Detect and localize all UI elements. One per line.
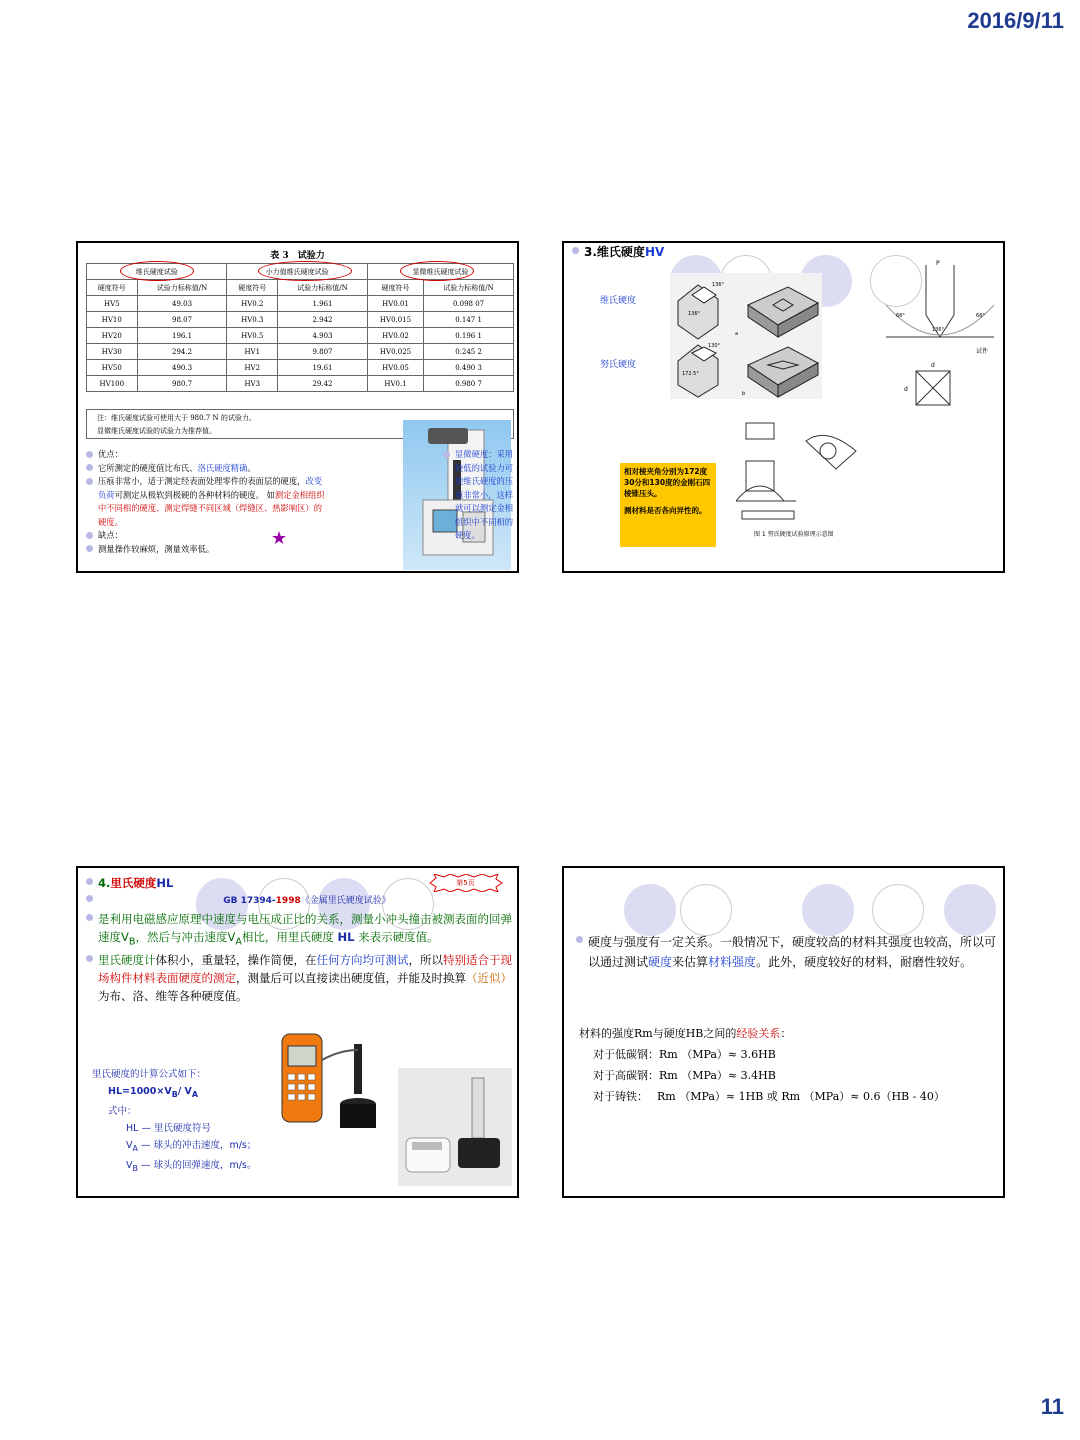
title-name: 维氏硬度 [596, 245, 645, 259]
angle-label: 130° [708, 343, 721, 349]
empirical-relations [579, 1023, 999, 1107]
table-cell: HV0.025 [367, 344, 423, 360]
label-knoop: 努氏硬度 [600, 360, 637, 370]
angle-label: 68° [896, 313, 905, 319]
title-hl: HL [156, 876, 174, 890]
fig-label: d [904, 386, 908, 393]
text: V [126, 1139, 133, 1151]
col-header: 试验力标称值/N [278, 280, 368, 296]
text: ，所以 [408, 953, 443, 968]
text: 相比，用里氏硬度 [241, 930, 338, 944]
table-cell: 4.903 [278, 328, 368, 344]
title-num: 3. [584, 245, 597, 259]
slide-vickers-table [76, 241, 519, 573]
hardness-strength-text [576, 932, 996, 972]
fig-label: b [742, 391, 746, 397]
table-cell: 0.245 2 [424, 344, 514, 360]
highlight-oval [258, 261, 352, 281]
group-header: 小力值维氏硬度试验 [227, 264, 367, 280]
angle-label: 172.5° [682, 371, 699, 377]
relation-line: 对于高碳钢：Rm （MPa）≈ 3.4HB [593, 1069, 776, 1082]
table-cell: HV0.015 [367, 312, 423, 328]
disadvantage-title: 缺点： [86, 529, 326, 543]
indenter-note [620, 463, 716, 547]
fig-label: 试件 [976, 348, 989, 355]
table-cell: 196.1 [137, 328, 227, 344]
text: ： [780, 1027, 792, 1040]
table-cell: HV100 [87, 376, 138, 392]
text: 经验关系 [736, 1027, 781, 1040]
title-name: 里氏硬度 [110, 876, 157, 890]
figure-caption: 图 1 努氏硬度试验原理示意图 [754, 531, 834, 538]
relation-line: 对于铸铁： Rm （MPa）≈ 1HB 或 Rm （MPa）≈ 0.6（HB - 40） [593, 1090, 945, 1103]
col-header: 硬度符号 [367, 280, 423, 296]
group-header: 显微维氏硬度试验 [367, 264, 513, 280]
disadvantage-item: 测量操作较麻烦，测量效率低。 [86, 543, 326, 557]
star-icon: ★ [271, 528, 288, 549]
highlight-oval [120, 261, 194, 281]
table-cell: HV0.05 [367, 360, 423, 376]
knoop-diagram [736, 421, 866, 521]
slide-hardness-strength [562, 866, 1005, 1198]
text: ，测量后可以直接读出硬度值，并能及时换算 [236, 971, 466, 986]
col-header: 硬度符号 [87, 280, 138, 296]
formula-def: HL — 里氏硬度符号 [126, 1122, 211, 1134]
table-cell: HV2 [227, 360, 278, 376]
sub: B [132, 1163, 138, 1173]
table-row [87, 296, 514, 312]
table-cell: 0.490 3 [424, 360, 514, 376]
table-cell: 490.3 [137, 360, 227, 376]
table-cell: HV3 [227, 376, 278, 392]
table-row [87, 360, 514, 376]
title-hv: HV [644, 245, 665, 259]
angle-label: 68° [976, 313, 985, 319]
std-text: 《金属里氏硬度试验》 [300, 896, 391, 906]
fig-label: P [936, 260, 940, 267]
text: HL [337, 930, 355, 944]
relation-title [579, 1023, 999, 1044]
table-cell: HV10 [87, 312, 138, 328]
table-cell: 9.807 [278, 344, 368, 360]
highlight-oval [400, 261, 474, 281]
table-cell: 29.42 [278, 376, 368, 392]
deco-circle [680, 884, 732, 936]
advantage-item [86, 462, 326, 476]
text: HL=1000×V [108, 1086, 172, 1097]
std-text: GB 17394- [223, 896, 276, 906]
text: ，然后与冲击速度V [135, 930, 236, 944]
sub: A [191, 1089, 199, 1099]
table-row [87, 376, 514, 392]
group-header: 维氏硬度试验 [87, 264, 227, 280]
leeb-tester-photo [278, 1030, 388, 1140]
pros-cons-list [86, 448, 326, 556]
formula-title: 里氏硬度的计算公式如下： [92, 1069, 207, 1080]
page-number: 11 [1040, 1394, 1064, 1419]
text: 里氏硬度计 [98, 953, 156, 968]
table-cell: 980.7 [137, 376, 227, 392]
text: 来表示硬度值。 [354, 930, 439, 944]
angle-label: 136° [932, 327, 945, 333]
fig-label: a [735, 331, 739, 337]
sub: A [235, 936, 242, 948]
note-line: 显微维氏硬度试验的试验力为推荐值。 [97, 427, 216, 435]
text: 为布、洛、维等各种硬度值。 [98, 989, 248, 1004]
text: 压痕非常小，适于测定经表面处理零件的表面层的硬度， [98, 476, 306, 486]
table-cell: 2.942 [278, 312, 368, 328]
table-cell: 0.147 1 [424, 312, 514, 328]
standard-ref [86, 892, 516, 910]
table-cell: 1.961 [278, 296, 368, 312]
table-row [87, 312, 514, 328]
deco-circle [944, 884, 996, 936]
text: 特别适合于现场构件材料表面硬度的测定 [98, 953, 512, 986]
note-text: 测材料是否各向异性的。 [624, 506, 707, 515]
micro-hardness-note [443, 448, 518, 543]
table-cell: 49.03 [137, 296, 227, 312]
text: 任何方向均可测试 [316, 953, 409, 968]
text: （近似） [466, 971, 512, 986]
slide-title [86, 874, 516, 892]
col-header: 硬度符号 [227, 280, 278, 296]
table-cell: 0.098 07 [424, 296, 514, 312]
text: 。此外，硬度较好的材料，耐磨性较好。 [756, 955, 973, 969]
paragraph [576, 932, 996, 972]
table-cell: 0.980 7 [424, 376, 514, 392]
leeb-principle [86, 910, 516, 951]
table-cell: HV0.01 [367, 296, 423, 312]
text: 硬度与强度有一定关系。一般情况下，硬度较高的材料其强度也较高，所以可以通过测试 [588, 935, 997, 969]
label-vickers: 维氏硬度 [600, 296, 637, 306]
slide-vickers-hv [562, 241, 1005, 573]
text: 硬度 [648, 955, 673, 969]
col-header: 试验力标称值/N [137, 280, 227, 296]
table-row [87, 344, 514, 360]
vickers-geometry-diagram [876, 255, 1004, 431]
slide-title [572, 243, 664, 260]
text: — 球头的冲击速度，m/s； [137, 1139, 257, 1151]
table-cell: HV30 [87, 344, 138, 360]
text: V [126, 1159, 133, 1171]
table-cell: HV20 [87, 328, 138, 344]
col-header: 试验力标称值/N [424, 280, 514, 296]
indenter-figure [670, 273, 822, 399]
leeb-text [86, 874, 516, 1005]
table-title: 表 3 试验力 [270, 251, 325, 261]
table-cell: HV50 [87, 360, 138, 376]
title-num: 4. [98, 876, 111, 890]
deco-circle [872, 884, 924, 936]
sub: B [171, 1089, 178, 1099]
text: 体积小，重量轻，操作简便，在 [155, 953, 317, 968]
formula-def [92, 1157, 322, 1177]
table-cell: HV0.5 [227, 328, 278, 344]
micro-text: 显微硬度：采用较低的试验力可使维氏硬度的压痕非常小，这样就可以测定金相组织中不同相的硬度。 [443, 448, 518, 543]
text: — 球头的回弹速度，m/s。 [137, 1159, 257, 1171]
table-cell: HV0.2 [227, 296, 278, 312]
leeb-advantage [86, 951, 516, 1005]
std-text: 1998 [275, 896, 301, 906]
text: 可测定从极软到极硬的各种材料的硬度。 如 [114, 489, 275, 500]
fig-label: d [931, 362, 935, 369]
note-line: 注：维氏硬度试验可使用大于 980.7 N 的试验力。 [97, 414, 256, 422]
table-cell: HV0.3 [227, 312, 278, 328]
table-cell: 0.196 1 [424, 328, 514, 344]
angle-label: 136° [712, 282, 725, 288]
text: 材料的强度Rm与硬度HB之间的 [579, 1027, 737, 1040]
text: 它所测定的硬度值比布氏、 [98, 462, 198, 473]
highlight-text: 改变负荷 [98, 476, 323, 500]
deco-circle [802, 884, 854, 936]
table-cell: HV0.02 [367, 328, 423, 344]
badge-text: 第5页 [456, 879, 475, 887]
formula-where: 式中： [108, 1105, 137, 1117]
text: 材料强度 [708, 955, 757, 969]
advantage-item [86, 475, 326, 529]
table-cell: 98.07 [137, 312, 227, 328]
angle-label: 136° [688, 311, 701, 317]
table-cell: HV5 [87, 296, 138, 312]
sub: A [132, 1143, 138, 1153]
text: 来估算 [672, 955, 709, 969]
printer-photo [398, 1068, 512, 1186]
test-force-table [86, 263, 514, 392]
table-cell: HV1 [227, 344, 278, 360]
header-date: 2016/9/11 [967, 8, 1064, 33]
text: / V [177, 1086, 192, 1097]
sub: B [128, 936, 136, 948]
highlight-text: 测定金相组织中不同相的硬度、测定焊缝不同区域（焊缝区、热影响区）的硬度。 [98, 489, 325, 527]
relation-line: 对于低碳钢：Rm （MPa）≈ 3.6HB [593, 1048, 776, 1061]
text: 。 [247, 462, 256, 473]
slide-leeb-hl [76, 866, 519, 1198]
highlight-text: 洛氏硬度精确 [197, 462, 248, 473]
deco-circle [624, 884, 676, 936]
table-row [87, 328, 514, 344]
advantage-title: 优点： [86, 448, 326, 462]
text: 是利用电磁感应原理中速度与电压成正比的关系，测量小冲头撞击被测表面的回弹速度V [98, 912, 512, 944]
table-cell: HV0.1 [367, 376, 423, 392]
table-cell: 19.61 [278, 360, 368, 376]
note-text: 相对棱夹角分别为172度30分和130度的金刚石四棱锥压头。 [624, 467, 711, 498]
table-cell: 294.2 [137, 344, 227, 360]
